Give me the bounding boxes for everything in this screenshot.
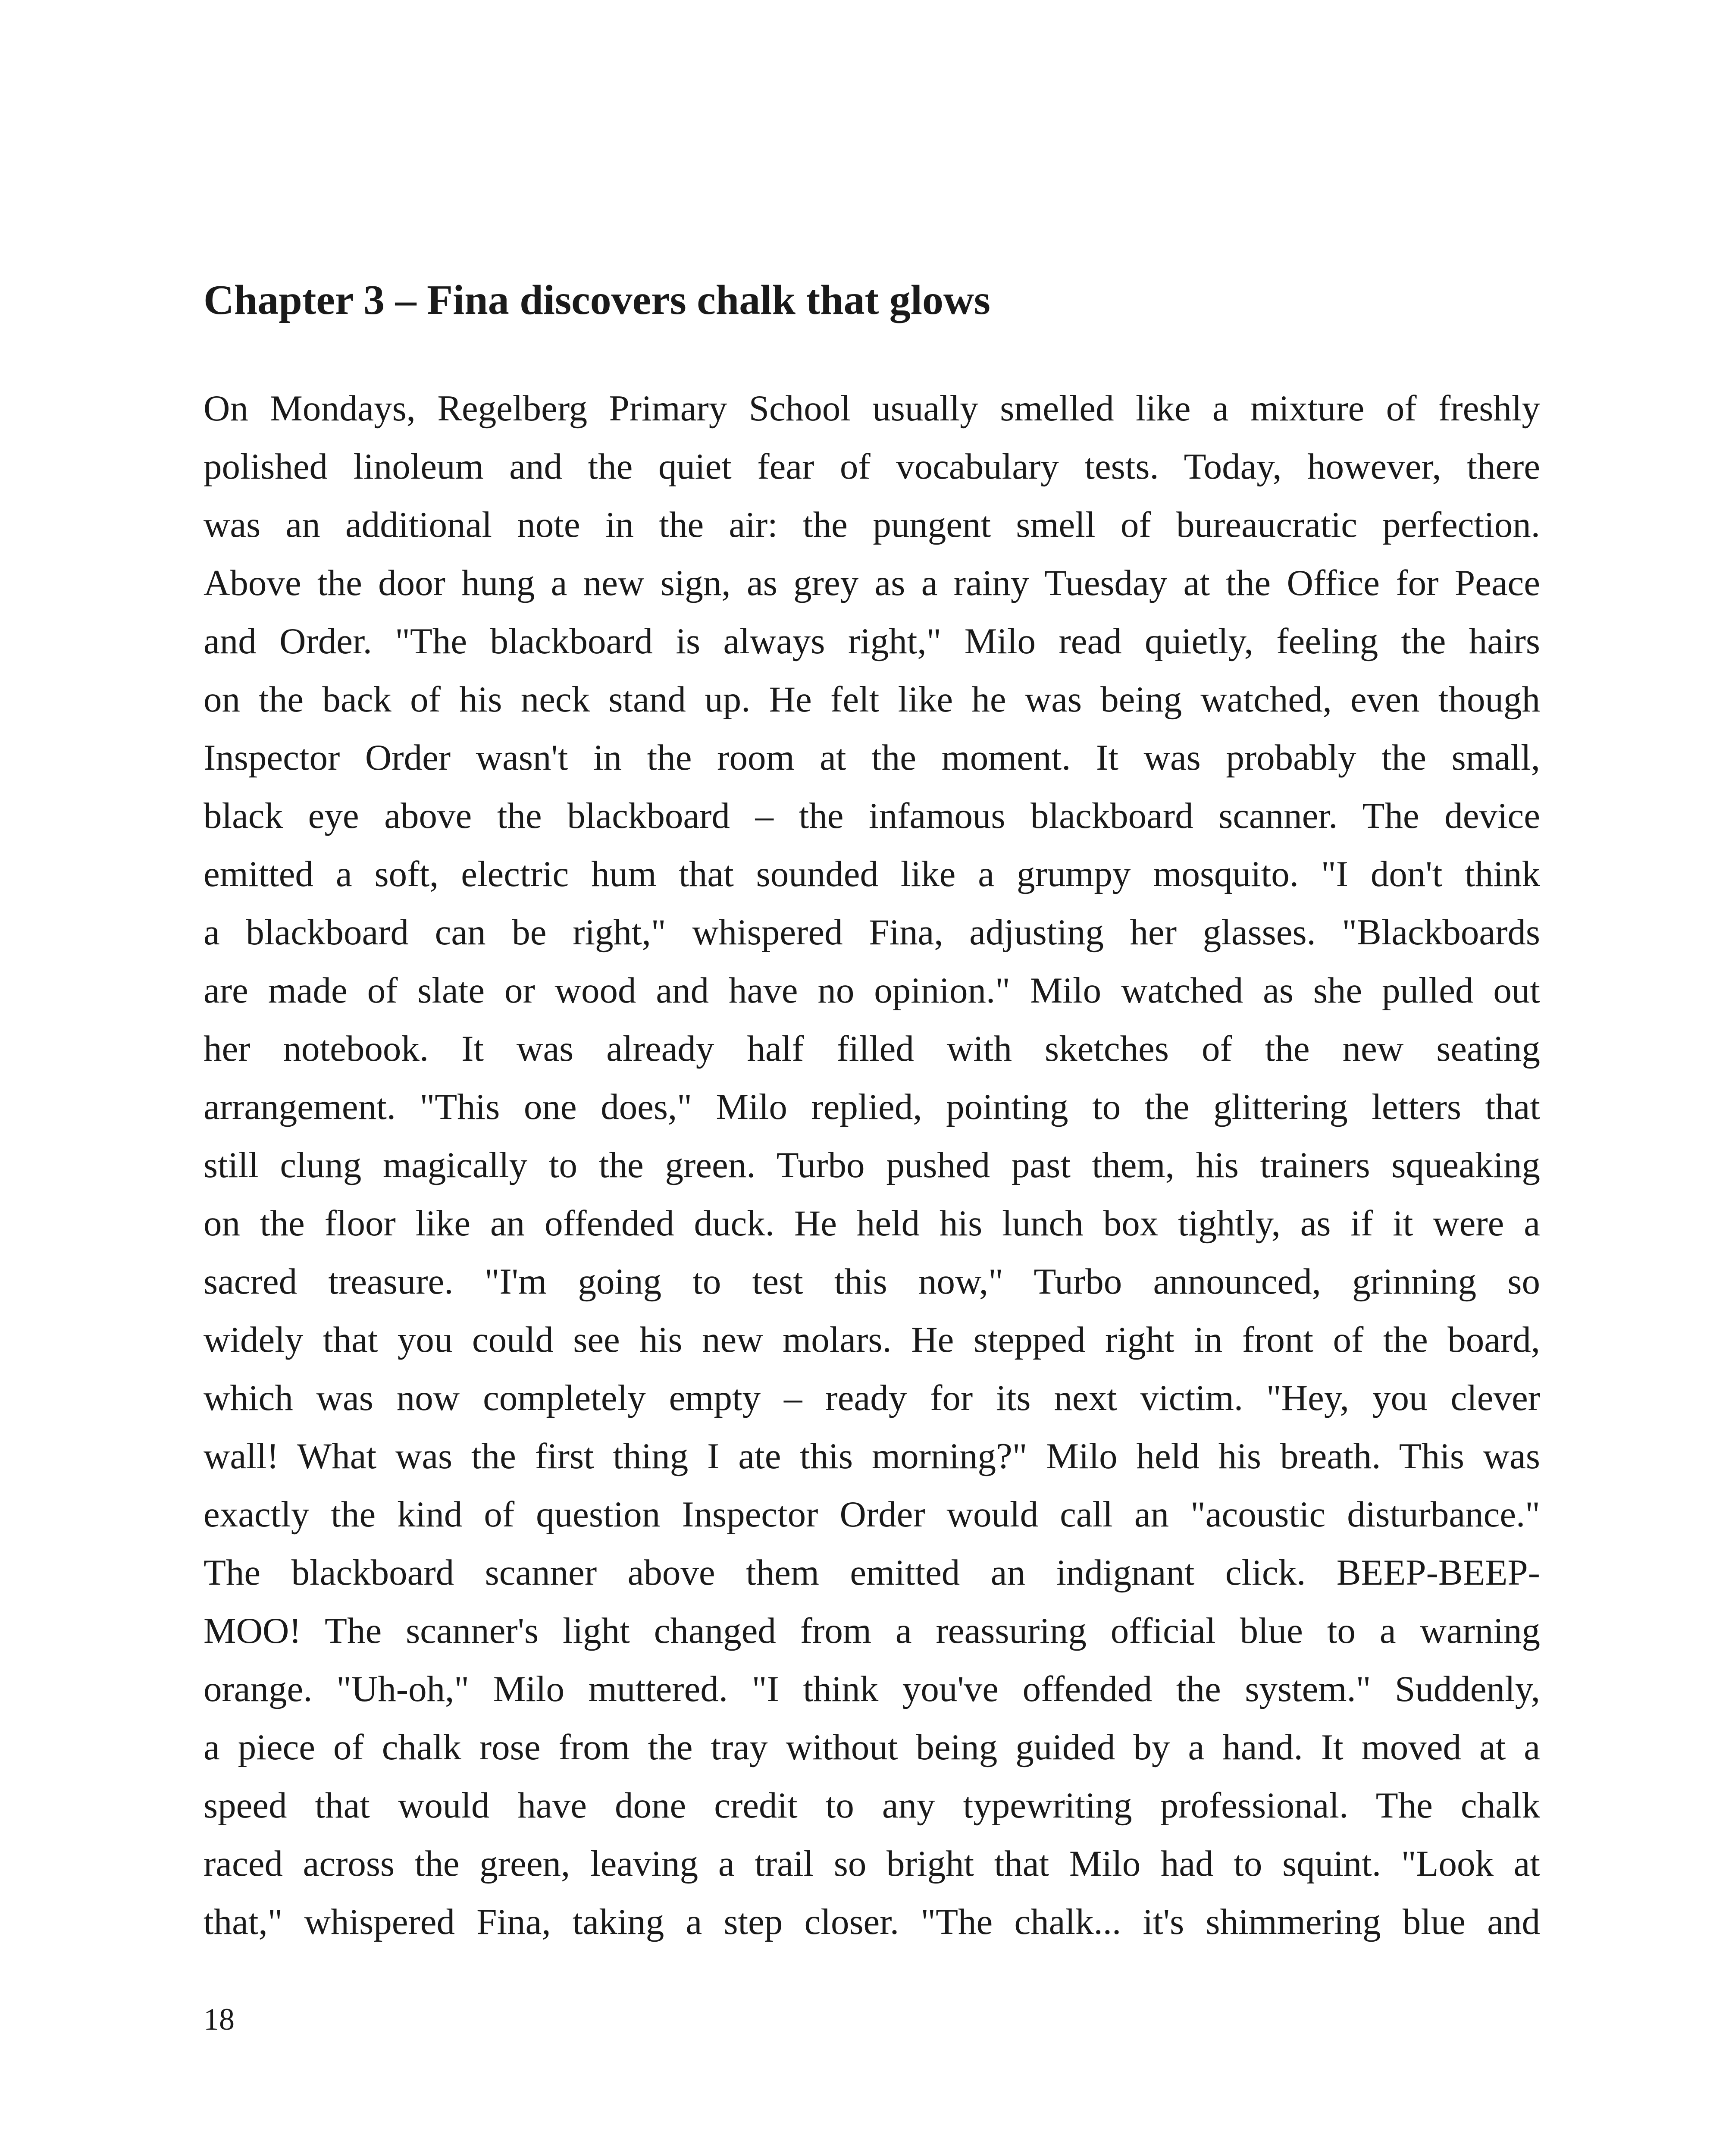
text-line: emitted a soft, electric hum that sounded like a grumpy mosquito. "I don't think xyxy=(204,854,1540,894)
text-line: which was now completely empty – ready for its next victim. "Hey, you clever xyxy=(204,1378,1540,1418)
text-line: wall! What was the first thing I ate this morning?" Milo held his breath. This was xyxy=(204,1436,1540,1476)
text-line: on the floor like an offended duck. He held his lunch box tightly, as if it were a xyxy=(204,1203,1540,1244)
chapter-title: Chapter 3 – Fina discovers chalk that glows xyxy=(204,277,990,323)
text-line: Above the door hung a new sign, as grey as a rainy Tuesday at the Office for Peace xyxy=(204,563,1540,603)
text-line: The blackboard scanner above them emitted an indignant click. BEEP-BEEP- xyxy=(204,1552,1540,1593)
page-number: 18 xyxy=(204,2002,235,2037)
text-line: on the back of his neck stand up. He felt like he was being watched, even though xyxy=(204,679,1540,720)
text-line: a blackboard can be right," whispered Fina, adjusting her glasses. "Blackboards xyxy=(204,912,1540,953)
text-line: raced across the green, leaving a trail so bright that Milo had to squint. "Look at xyxy=(204,1843,1540,1884)
text-line: Inspector Order wasn't in the room at the moment. It was probably the small, xyxy=(204,737,1540,778)
text-line: black eye above the blackboard – the infamous blackboard scanner. The device xyxy=(204,796,1540,836)
text-line: and Order. "The blackboard is always right," Milo read quietly, feeling the hairs xyxy=(204,621,1540,661)
text-line: a piece of chalk rose from the tray without being guided by a hand. It moved at a xyxy=(204,1727,1540,1767)
text-line: widely that you could see his new molars. He stepped right in front of the board, xyxy=(204,1319,1540,1360)
text-line: are made of slate or wood and have no opinion." Milo watched as she pulled out xyxy=(204,970,1540,1011)
text-line: exactly the kind of question Inspector Order would call an "acoustic disturbance." xyxy=(204,1494,1540,1535)
text-line: arrangement. "This one does," Milo replied, pointing to the glittering letters that xyxy=(204,1087,1540,1127)
text-line: was an additional note in the air: the pungent smell of bureaucratic perfection. xyxy=(204,505,1540,545)
text-line: polished linoleum and the quiet fear of vocabulary tests. Today, however, there xyxy=(204,446,1540,487)
text-line: On Mondays, Regelberg Primary School usually smelled like a mixture of freshly xyxy=(204,388,1540,429)
text-line: orange. "Uh-oh," Milo muttered. "I think you've offended the system." Suddenly, xyxy=(204,1669,1540,1709)
chapter-body xyxy=(204,379,1540,1951)
text-line: speed that would have done credit to any typewriting professional. The chalk xyxy=(204,1785,1540,1826)
text-line: MOO! The scanner's light changed from a reassuring official blue to a warning xyxy=(204,1611,1540,1651)
text-line: sacred treasure. "I'm going to test this now," Turbo announced, grinning so xyxy=(204,1261,1540,1302)
text-line: still clung magically to the green. Turbo pushed past them, his trainers squeaking xyxy=(204,1145,1540,1185)
text-line: her notebook. It was already half filled with sketches of the new seating xyxy=(204,1028,1540,1069)
text-line: that," whispered Fina, taking a step closer. "The chalk... it's shimmering blue and xyxy=(204,1902,1540,1942)
